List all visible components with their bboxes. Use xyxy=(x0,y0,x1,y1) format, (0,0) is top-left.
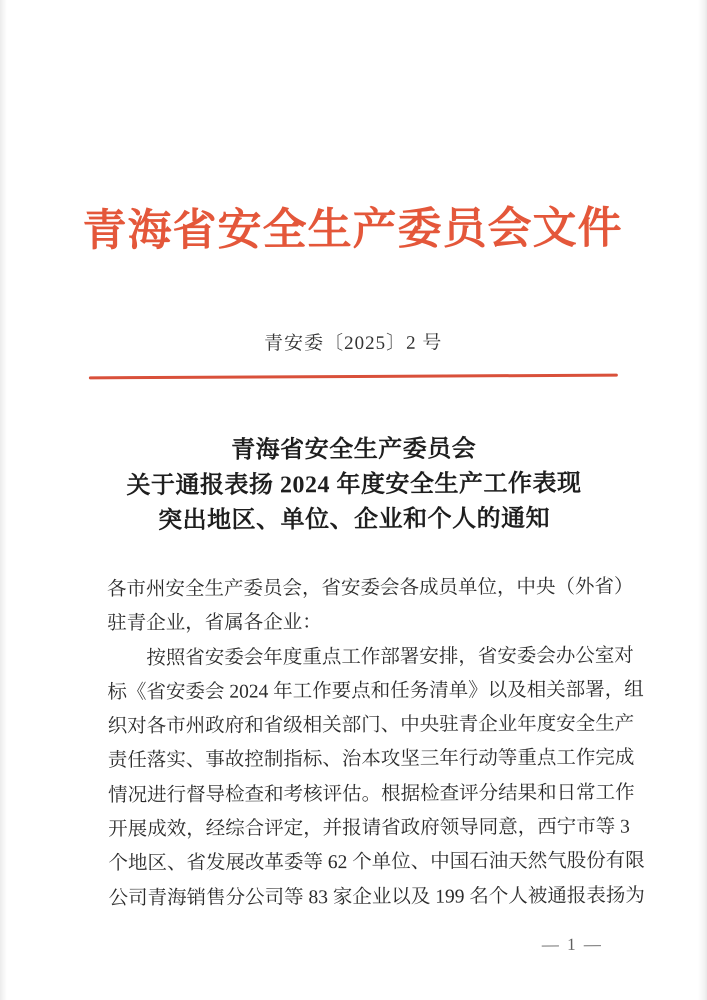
page-number: — 1 — xyxy=(541,934,603,955)
body-line: 各市州安全生产委员会，省安委会各成员单位，中央（外省） xyxy=(106,576,634,601)
body-line: 公司青海销售分公司等 83 家企业以及 199 名个人被通报表扬为 xyxy=(108,885,645,909)
body-line: 标《省安委会 2024 年工作要点和任务清单》以及相关部署，组 xyxy=(107,679,644,704)
notice-body xyxy=(106,571,645,917)
document-number: 青安委〔2025〕2 号 xyxy=(264,332,443,355)
notice-title-line: 关于通报表扬 2024 年度安全生产工作表现 xyxy=(126,470,582,500)
body-line: 按照省安委会年度重点工作部署安排，省安委会办公室对 xyxy=(146,645,634,669)
red-divider-line xyxy=(89,374,618,380)
notice-title-line: 青海省安全生产委员会 xyxy=(231,436,477,464)
body-line: 开展成效，经综合评定，并报请省政府领导同意，西宁市等 3 xyxy=(108,816,630,841)
body-line: 责任落实、事故控制指标、治本攻坚三年行动等重点工作完成 xyxy=(107,748,635,772)
notice-title xyxy=(0,431,707,540)
body-line: 织对各市州政府和省级相关部门、中央驻青企业年度安全生产 xyxy=(107,713,635,738)
body-line: 个地区、省发展改革委等 62 个单位、中国石油天然气股份有限 xyxy=(108,850,645,875)
letterhead-title: 青海省安全生产委员会文件 xyxy=(82,203,623,256)
body-line: 情况进行督导检查和考核评估。根据检查评分结果和日常工作 xyxy=(108,782,635,807)
notice-title-line: 突出地区、单位、企业和个人的通知 xyxy=(158,505,551,535)
body-line: 驻青企业，省属各企业： xyxy=(107,612,322,635)
